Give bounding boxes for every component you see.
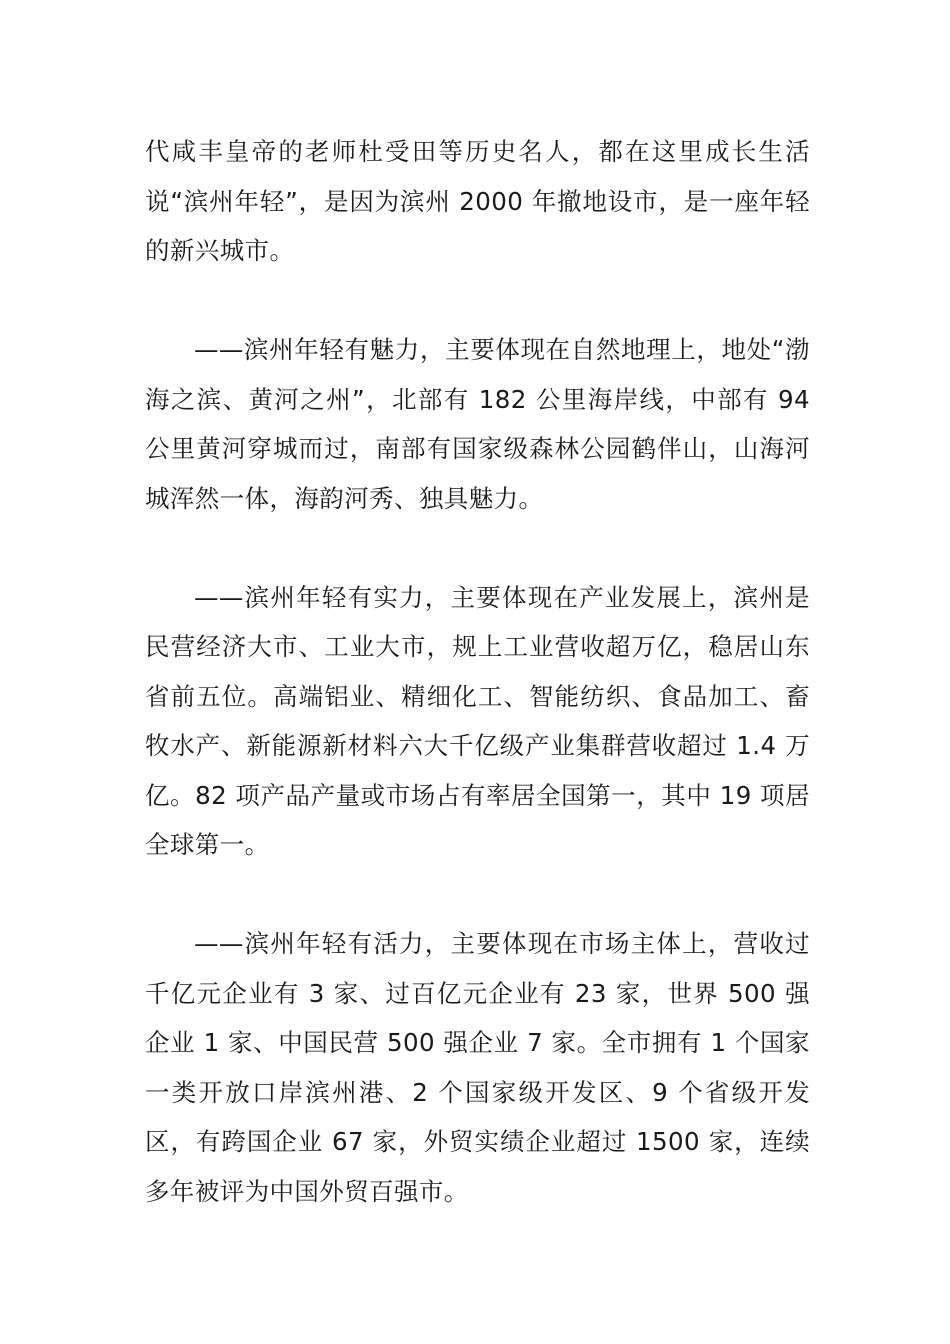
paragraph-vitality: ——滨州年轻有活力，主要体现在市场主体上，营收过千亿元企业有 3 家、过百亿元企业有 23 家，世界 500 强企业 1 家、中国民营 500 强企业 7 家。全市拥有 1 个国家一类开放口岸滨州港、2 个国家级开发区、9 个省级开发区，有跨国企业 67 家，外贸实绩企业超过 1500 家，连续多年被评为中国外贸百强市。 (145, 929, 810, 1206)
paragraph-intro: 代咸丰皇帝的老师杜受田等历史名人，都在这里成长生活说“滨州年轻”，是因为滨州 2000 年撤地设市，是一座年轻的新兴城市。 (145, 137, 810, 265)
paragraph-spacer (145, 276, 810, 326)
paragraph-spacer (145, 523, 810, 573)
paragraph-charm: ——滨州年轻有魅力，主要体现在自然地理上，地处“渤海之滨、黄河之州”，北部有 182 公里海岸线，中部有 94 公里黄河穿城而过，南部有国家级森林公园鹤伴山，山海河城浑然一体，海韵河秀、独具魅力。 (145, 335, 810, 513)
document-body (145, 127, 810, 1216)
paragraph-strength: ——滨州年轻有实力，主要体现在产业发展上，滨州是民营经济大市、工业大市，规上工业营收超万亿，稳居山东省前五位。高端铝业、精细化工、智能纺织、食品加工、畜牧水产、新能源新材料六大千亿级产业集群营收超过 1.4 万亿。82 项产品产量或市场占有率居全国第一，其中 19 项居全球第一。 (145, 582, 810, 859)
paragraph-spacer (145, 870, 810, 920)
